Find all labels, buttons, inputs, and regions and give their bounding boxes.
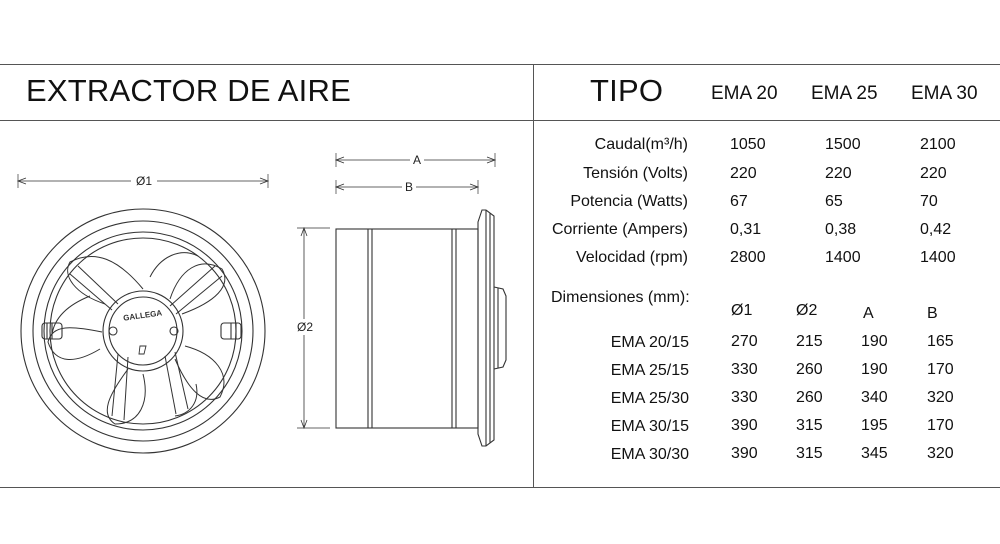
dimension-value: 195 [861,417,888,434]
spec-value: 67 [730,193,748,210]
dimension-value: 330 [731,361,758,378]
dimension-value: 260 [796,389,823,406]
dimension-column-header: Ø1 [731,302,753,319]
dimension-value: 170 [927,361,954,378]
front-view [18,173,268,453]
model-header-ema20: EMA 20 [711,83,778,104]
dimension-row-model: EMA 25/15 [610,362,689,379]
dimension-value: 190 [861,361,888,378]
dimension-value: 320 [927,445,954,462]
dimension-value: 345 [861,445,888,462]
motor-hub [103,291,183,371]
spec-value: 2100 [920,136,956,153]
dimension-value: 170 [927,417,954,434]
mounting-knob-right [221,323,241,339]
spec-value: 1400 [825,249,861,266]
technical-drawing [0,64,533,488]
dimension-b-label: B [404,180,414,194]
model-header-ema25: EMA 25 [811,83,878,104]
dimension-value: 315 [796,417,823,434]
spec-value: 1400 [920,249,956,266]
dimension-column-header: A [863,305,874,322]
spec-sheet [0,64,1000,488]
dimension-a-label: A [412,153,422,167]
dimension-column-header: B [927,305,938,322]
spec-value: 220 [920,165,947,182]
model-header-ema30: EMA 30 [911,83,978,104]
brand-mark-icon [139,346,146,354]
mounting-knob-left [42,323,62,339]
dimension-column-header: Ø2 [796,302,818,319]
dimension-value: 390 [731,417,758,434]
diameter-1-label: Ø1 [135,174,153,188]
column-divider [533,64,534,488]
spec-value: 65 [825,193,843,210]
spec-label-caudal: Caudal(m³/h) [594,136,688,153]
dimension-value: 190 [861,333,888,350]
motor-bulge [494,287,506,369]
dimension-row-model: EMA 20/15 [610,334,689,351]
dimension-row-model: EMA 30/30 [610,446,689,463]
spec-label-corriente: Corriente (Ampers) [551,221,688,238]
fan-spokes [70,266,222,420]
spec-value: 220 [730,165,757,182]
spec-label-velocidad: Velocidad (rpm) [575,249,688,266]
spec-label-tension: Tensión (Volts) [583,165,688,182]
duct-body [336,229,478,428]
spec-label-potencia: Potencia (Watts) [570,193,688,210]
dimension-value: 330 [731,389,758,406]
spec-value: 1500 [825,136,861,153]
dimension-value: 215 [796,333,823,350]
dimensions-title: Dimensiones (mm): [551,289,690,306]
spec-value: 2800 [730,249,766,266]
dimension-value: 315 [796,445,823,462]
dimension-value: 165 [927,333,954,350]
dimension-value: 390 [731,445,758,462]
diameter-2-label: Ø2 [296,320,314,334]
dimension-value: 320 [927,389,954,406]
side-view [294,152,506,446]
dimension-value: 270 [731,333,758,350]
spec-value: 220 [825,165,852,182]
spec-value: 70 [920,193,938,210]
spec-value: 0,31 [730,221,762,238]
dimension-value: 260 [796,361,823,378]
brand-logo-text: GALLEGA [122,308,163,323]
tipo-label: TIPO [590,73,664,108]
dimension-value: 340 [861,389,888,406]
dimension-row-model: EMA 30/15 [610,418,689,435]
fan-outer-ring [21,209,265,453]
spec-value: 0,38 [825,221,857,238]
spec-value: 0,42 [920,221,952,238]
dimension-row-model: EMA 25/30 [610,390,689,407]
page-title: EXTRACTOR DE AIRE [26,73,351,108]
spec-value: 1050 [730,136,766,153]
